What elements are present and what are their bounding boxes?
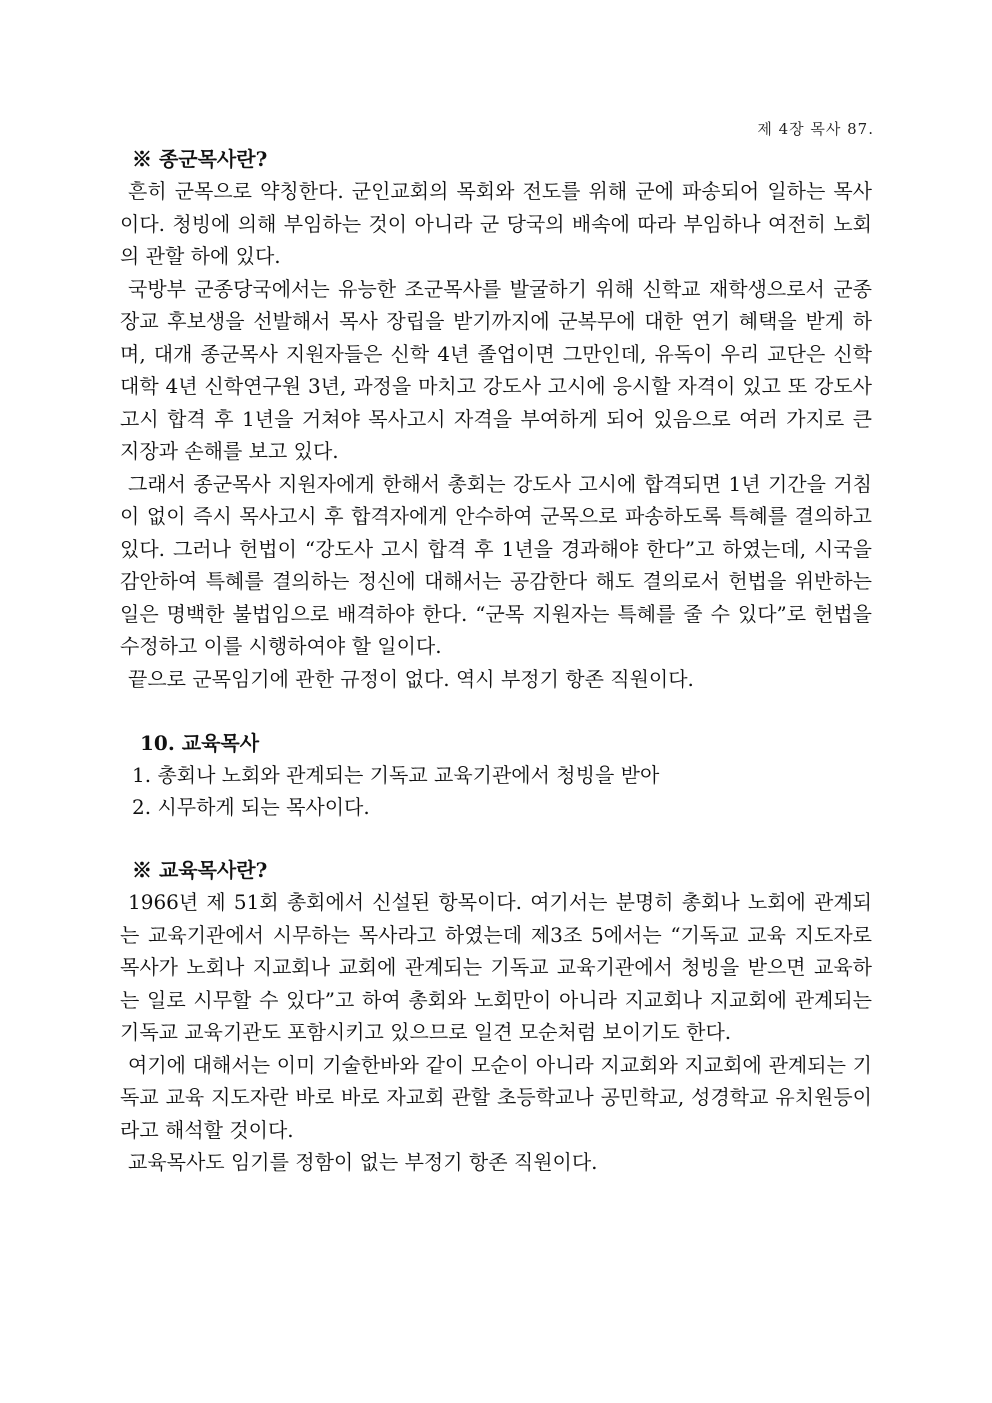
spacer xyxy=(120,823,872,855)
list-item: 1. 총회나 노회와 관계되는 기독교 교육기관에서 청빙을 받아 xyxy=(132,763,660,787)
paragraph: 국방부 군종당국에서는 유능한 조군목사를 발굴하기 위해 신학교 재학생으로서 군종장교 후보생을 선발해서 목사 장립을 받기까지에 군복무에 대한 연기 혜택을 받게 하며, 대개 종군목사 지원자들은 신학 4년 졸업이면 그만인데, 유독이 우리 교단은 신학대학 4년 신학연구원 3년, 과정을 마치고 강도사 고시에 응시할 자격이 있고 또 강도사 고시 합격 후 1년을 거쳐야 목사고시 자격을 부여하게 되어 있음으로 여러 가지로 큰 지장과 손해를 보고 있다. xyxy=(120,276,872,463)
paragraph: 끝으로 군목임기에 관한 규정이 없다. 역시 부정기 항존 직원이다. xyxy=(128,666,694,691)
paragraph: 그래서 종군목사 지원자에게 한해서 총회는 강도사 고시에 합격되면 1년 기간을 거침이 없이 즉시 목사고시 후 합격자에게 안수하여 군목으로 파송하도록 특혜를 결의하고 있다. 그러나 헌법이 “강도사 고시 합격 후 1년을 경과해야 한다”고 하였는데, 시국을 감안하여 특혜를 결의하는 정신에 대해서는 공감한다 해도 결의로서 헌법을 위반하는 일은 명백한 불법임으로 배격하야 한다. “군목 지원자는 특혜를 줄 수 있다”로 헌법을 수정하고 이를 시행하여야 할 일이다. xyxy=(120,471,872,658)
page-content xyxy=(120,144,872,1179)
running-header: 제 4장 목사 87. xyxy=(757,120,874,138)
list-item: 2. 시무하게 되는 목사이다. xyxy=(132,795,370,819)
paragraph: 여기에 대해서는 이미 기술한바와 같이 모순이 아니라 지교회와 지교회에 관계되는 기독교 교육 지도자란 바로 바로 자교회 관할 초등학교나 공민학교, 성경학교 유치원등이라고 해석할 것이다. xyxy=(120,1052,872,1142)
section-heading-education-pastor: 10. 교육목사 xyxy=(140,731,260,755)
paragraph: 1966년 제 51회 총회에서 신설된 항목이다. 여기서는 분명히 총회나 노회에 관계되는 교육기관에서 시무하는 목사라고 하였는데 제3조 5에서는 “기독교 교육 지도자로 목사가 노회나 지교회나 교회에 관계되는 기독교 교육기관에서 청빙을 받으면 교육하는 일로 시무할 수 있다”고 하여 총회와 노회만이 아니라 지교회나 지교회에 관계되는 기독교 교육기관도 포함시키고 있으므로 일견 모순처럼 보이기도 한다. xyxy=(120,890,872,1044)
paragraph: 교육목사도 임기를 정함이 없는 부정기 항존 직원이다. xyxy=(128,1150,598,1174)
paragraph: 흔히 군목으로 약칭한다. 군인교회의 목회와 전도를 위해 군에 파송되어 일하는 목사이다. 청빙에 의해 부임하는 것이 아니라 군 당국의 배속에 따라 부임하나 여전히 노회의 관할 하에 있다. xyxy=(120,179,872,268)
spacer xyxy=(120,695,872,727)
section-heading-chaplain: ※ 종군목사란? xyxy=(132,147,268,171)
section-heading-education-pastor-definition: ※ 교육목사란? xyxy=(132,858,268,882)
